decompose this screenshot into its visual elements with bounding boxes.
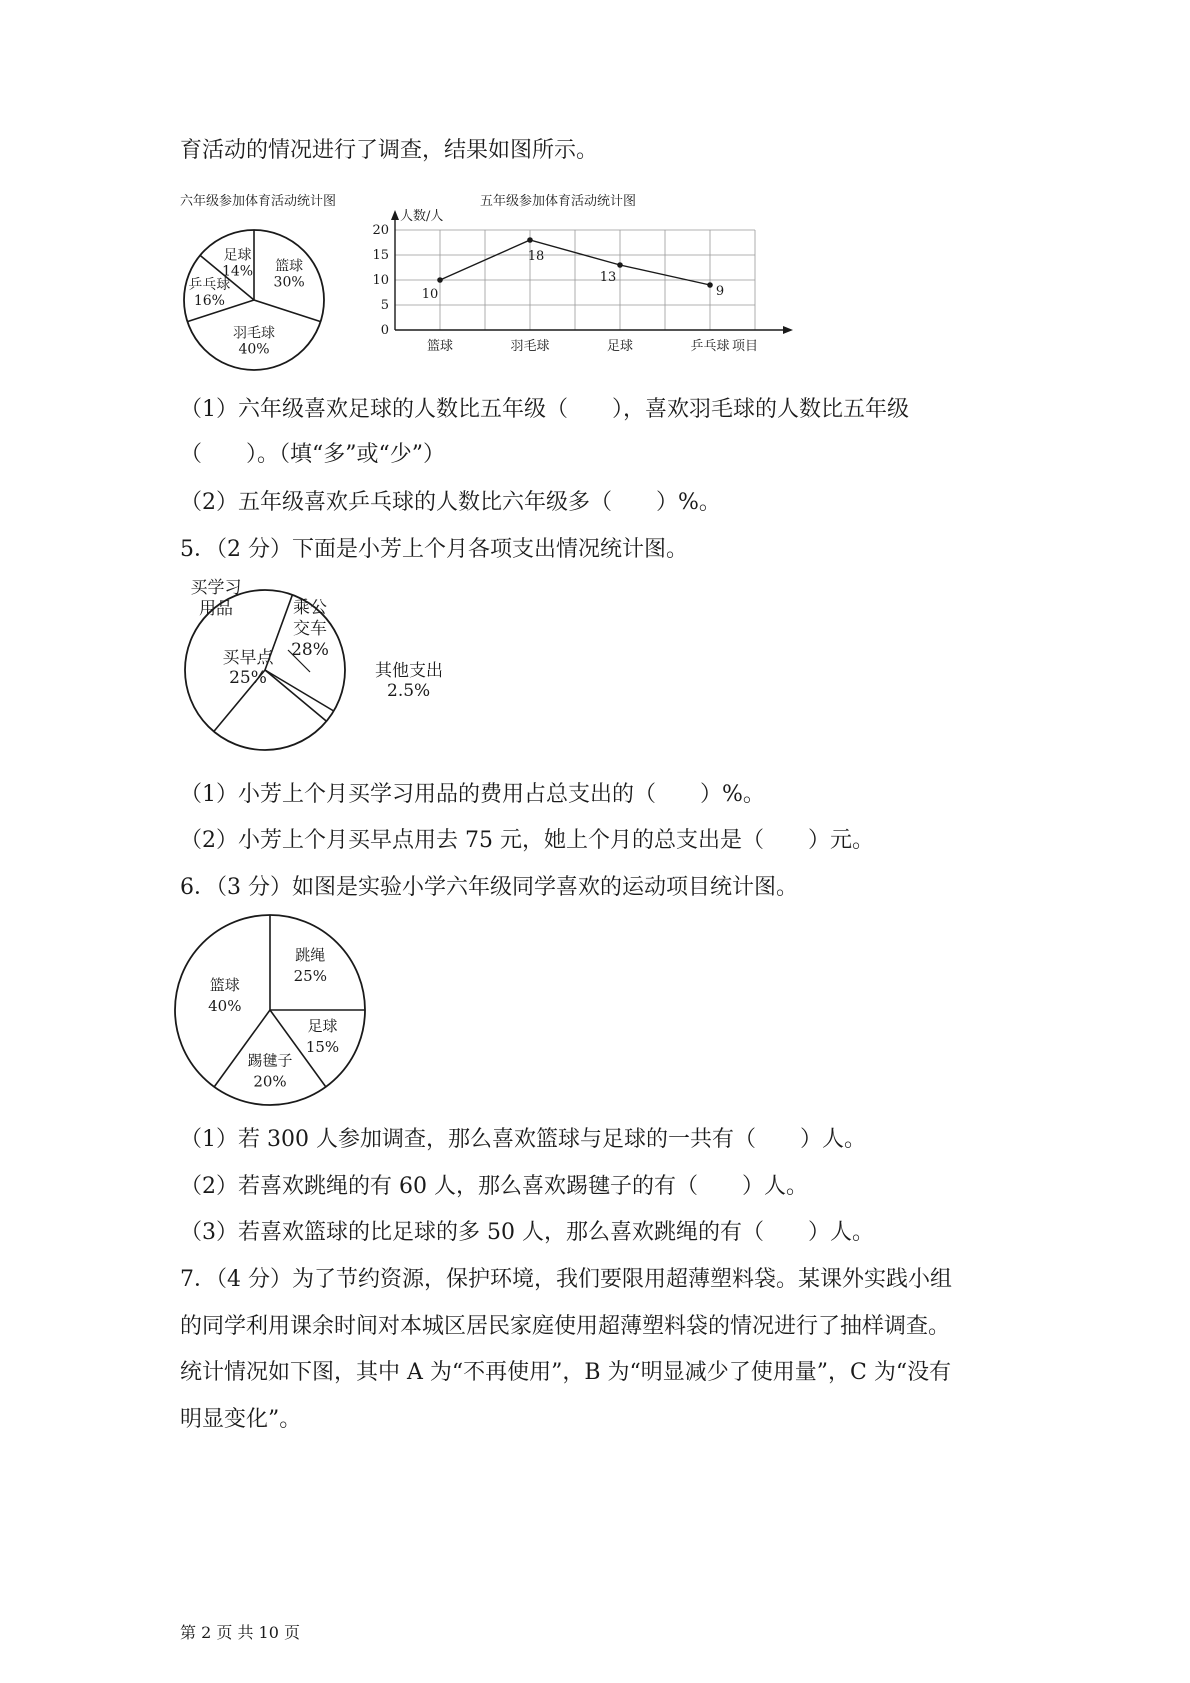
q6-header: 6．（3 分）如图是实验小学六年级同学喜欢的运动项目统计图。 bbox=[180, 875, 798, 900]
line-chart-title-grade5: 五年级参加体育活动统计图 bbox=[480, 194, 637, 209]
x-axis-label: 项目 bbox=[731, 339, 759, 354]
q6-sub3: （3）若喜欢篮球的比足球的多 50 人，那么喜欢跳绳的有（ ）人。 bbox=[180, 1220, 874, 1245]
pie-chart-grade6 bbox=[180, 220, 350, 380]
pie-slice-label: 20% bbox=[253, 1072, 287, 1091]
q7-line2: 的同学利用课余时间对本城区居民家庭使用超薄塑料袋的情况进行了抽样调查。 bbox=[180, 1314, 951, 1339]
pie-slice-label: 篮球 bbox=[275, 258, 304, 275]
line-chart-grade5 bbox=[370, 210, 850, 380]
x-axis-arrow bbox=[783, 326, 793, 334]
q4-sub1-line1: （1）六年级喜欢足球的人数比五年级（ ），喜欢羽毛球的人数比五年级 bbox=[180, 397, 909, 422]
y-tick-label: 5 bbox=[380, 298, 389, 313]
q4-sub2: （2）五年级喜欢乒乓球的人数比六年级多（ ）%。 bbox=[180, 490, 721, 515]
data-point bbox=[437, 277, 443, 283]
pie-slice-label: 16% bbox=[193, 292, 225, 309]
pie-slice-border bbox=[254, 300, 321, 322]
pie-slice-label: 买学习 bbox=[190, 578, 242, 598]
q7-line1: 7．（4 分）为了节约资源，保护环境，我们要限用超薄塑料袋。某课外实践小组 bbox=[180, 1267, 952, 1292]
x-tick-label: 羽毛球 bbox=[510, 339, 550, 354]
pie-slice-label: 羽毛球 bbox=[233, 325, 275, 342]
data-point bbox=[617, 262, 623, 268]
pie-slice-label: 足球 bbox=[223, 247, 252, 264]
x-tick-label: 乒乓球 bbox=[690, 339, 730, 354]
page-footer: 第 2 页 共 10 页 bbox=[180, 1623, 300, 1642]
pie-slice-label: 乘公 bbox=[293, 598, 327, 618]
pie-slice-label: 买早点 bbox=[222, 648, 274, 668]
q4-sub1-line2: （ ）。（填“多”或“少”） bbox=[180, 442, 445, 467]
pie-chart-expenses bbox=[170, 575, 443, 765]
q5-sub1: （1）小芳上个月买学习用品的费用占总支出的（ ）%。 bbox=[180, 782, 765, 807]
y-axis-label: 人数/人 bbox=[400, 209, 444, 224]
pie-slice-label: 40% bbox=[238, 341, 270, 358]
intro-line: 育活动的情况进行了调查，结果如图所示。 bbox=[180, 138, 599, 163]
q5-sub2: （2）小芳上个月买早点用去 75 元，她上个月的总支出是（ ）元。 bbox=[180, 828, 874, 853]
q6-sub2: （2）若喜欢跳绳的有 60 人，那么喜欢踢毽子的有（ ）人。 bbox=[180, 1174, 808, 1199]
y-tick-label: 0 bbox=[380, 323, 389, 338]
data-label: 13 bbox=[599, 270, 617, 285]
data-point bbox=[707, 282, 713, 288]
pie-slice-label: 25% bbox=[229, 668, 267, 688]
y-axis-arrow bbox=[391, 210, 399, 220]
data-label: 18 bbox=[527, 249, 545, 264]
y-tick-label: 15 bbox=[372, 248, 389, 263]
pie-slice-label: 30% bbox=[273, 274, 305, 291]
pie-slice-label: 交车 bbox=[293, 619, 327, 639]
data-point bbox=[527, 237, 533, 243]
y-tick-label: 20 bbox=[372, 223, 389, 238]
pie-slice-label: 40% bbox=[208, 996, 242, 1015]
q6-sub1: （1）若 300 人参加调查，那么喜欢篮球与足球的一共有（ ）人。 bbox=[180, 1127, 866, 1152]
pie-slice-label: 其他支出 bbox=[375, 661, 443, 681]
pie-slice-label: 2.5% bbox=[387, 681, 431, 701]
q7-line3: 统计情况如下图，其中 A 为“不再使用”，B 为“明显减少了使用量”，C 为“没有 bbox=[180, 1360, 952, 1385]
x-tick-label: 足球 bbox=[606, 339, 634, 354]
pie-slice-label: 乒乓球 bbox=[188, 276, 231, 293]
pie-slice-label: 15% bbox=[305, 1038, 340, 1057]
q7-line4: 明显变化”。 bbox=[180, 1407, 302, 1432]
pie-slice-label: 足球 bbox=[307, 1017, 338, 1036]
q5-header: 5．（2 分）下面是小芳上个月各项支出情况统计图。 bbox=[180, 537, 688, 562]
pie-slice-label: 踢毽子 bbox=[247, 1051, 293, 1070]
pie-slice-border bbox=[265, 670, 334, 711]
pie-slice-label: 篮球 bbox=[209, 975, 240, 994]
x-tick-label: 篮球 bbox=[426, 339, 454, 354]
pie-slice-label: 28% bbox=[291, 640, 329, 660]
pie-slice-border bbox=[265, 670, 327, 721]
pie-slice-label: 25% bbox=[293, 967, 327, 986]
y-tick-label: 10 bbox=[372, 273, 389, 288]
pie-slice-label: 跳绳 bbox=[295, 946, 326, 965]
pie-chart-sports bbox=[170, 910, 390, 1110]
data-label: 9 bbox=[715, 284, 725, 299]
pie-chart-title-grade6: 六年级参加体育活动统计图 bbox=[180, 194, 337, 209]
pie-slice-label: 14% bbox=[221, 263, 254, 280]
pie-slice-label: 用品 bbox=[199, 599, 233, 619]
data-label: 10 bbox=[421, 287, 439, 302]
